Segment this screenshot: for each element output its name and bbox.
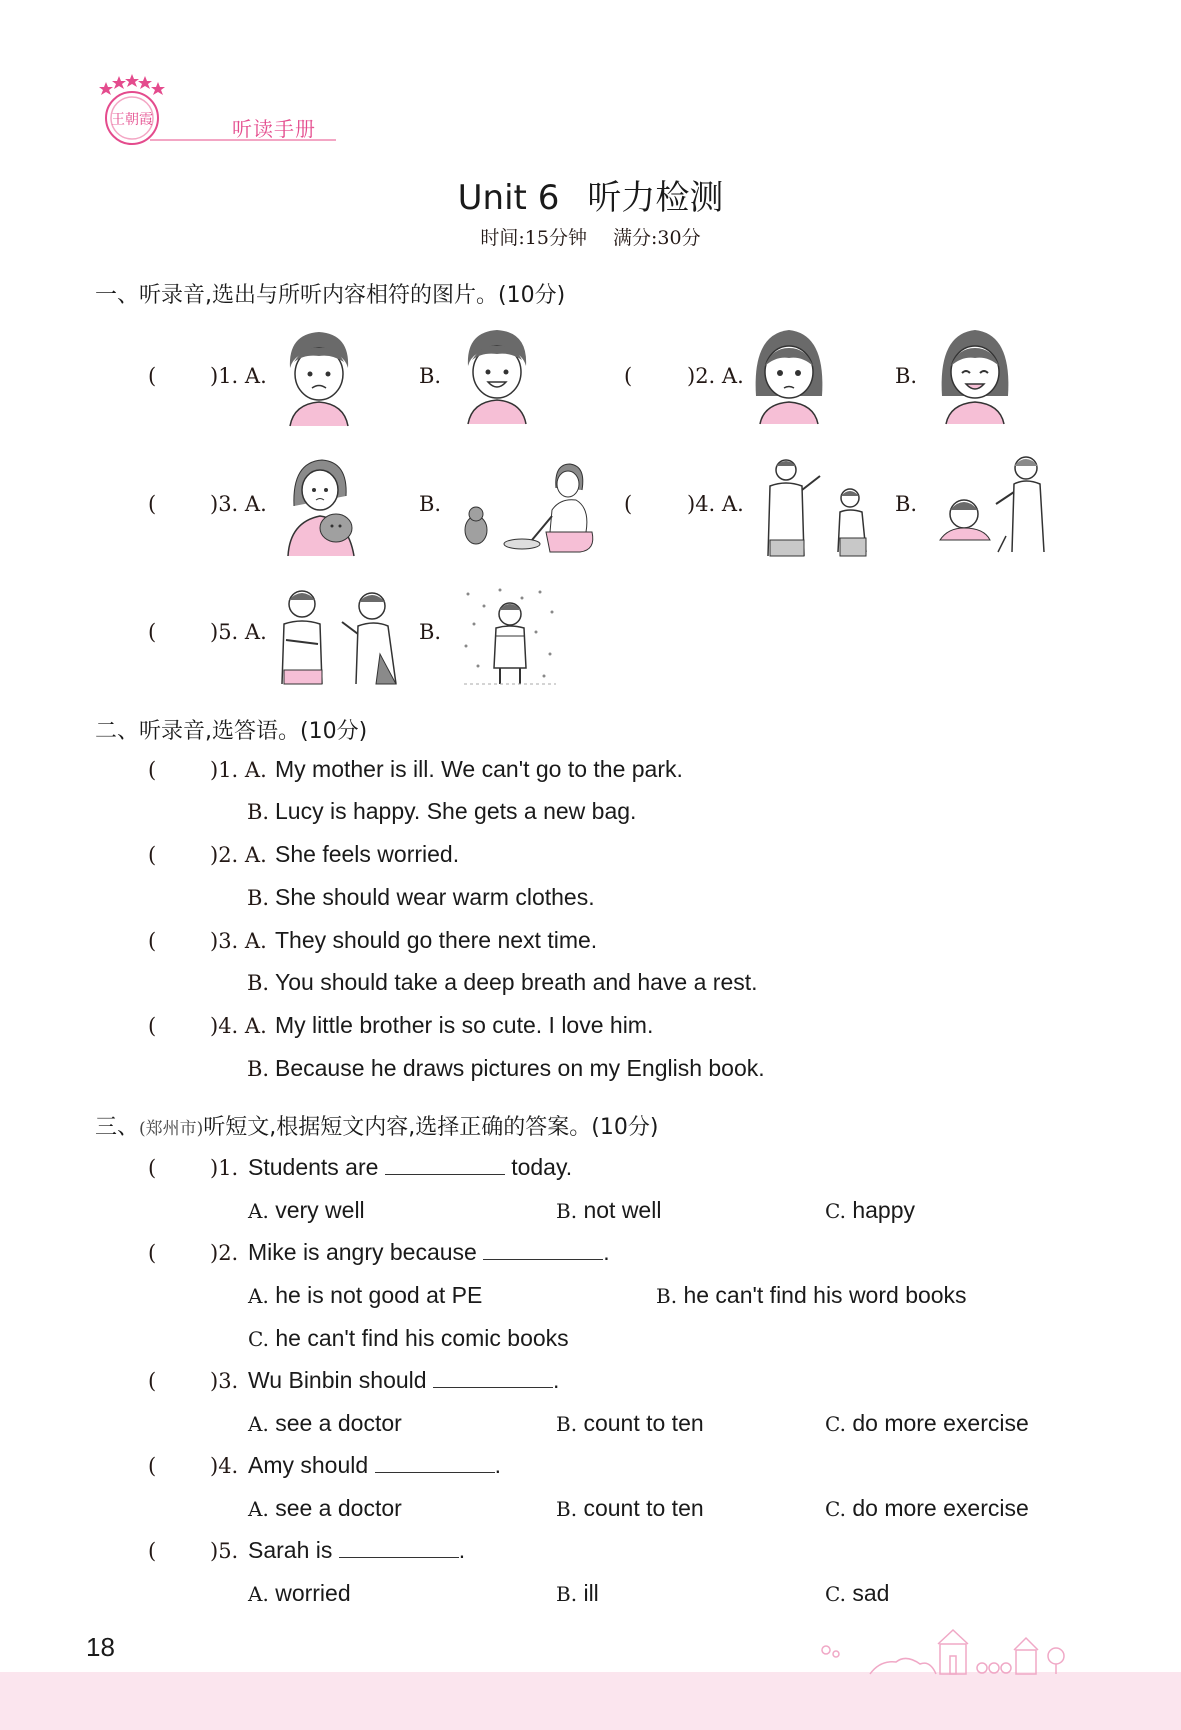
header-label: 听读手册	[232, 117, 316, 141]
boy-sad-face-icon[interactable]	[284, 328, 354, 428]
s2-q3-letter-b: B.	[247, 971, 270, 995]
town-decoration-icon	[810, 1620, 1070, 1676]
s3-q2-stem: Mike is angry because .	[248, 1239, 610, 1265]
s3-q3-option-a: A. see a doctor	[248, 1410, 402, 1436]
s3-q2-option-c: C. he can't find his comic books	[248, 1325, 569, 1351]
answer-blank[interactable]	[483, 1240, 603, 1260]
s3-q1-stem: Students are today.	[248, 1154, 573, 1180]
q2-option-b: B.	[895, 364, 918, 388]
test-info	[0, 223, 1181, 250]
section2-heading: 二、听录音,选答语。(10分)	[95, 719, 368, 744]
s2-q3-number: )3. A.	[210, 929, 267, 953]
answer-paren[interactable]: (	[624, 492, 633, 516]
s3-q1-option-c: C. happy	[825, 1197, 916, 1223]
s2-q4-option-a: My little brother is so cute. I love him.	[275, 1012, 654, 1038]
answer-paren[interactable]: (	[148, 1454, 157, 1478]
girl-feeding-cat-icon[interactable]	[460, 460, 600, 556]
time-limit: 时间:15分钟	[480, 227, 587, 249]
answer-paren[interactable]: (	[624, 364, 633, 388]
q5-option-b: B.	[419, 620, 442, 644]
s3-q1-option-a: A. very well	[248, 1197, 365, 1223]
s3-q4-option-b: B. count to ten	[556, 1495, 704, 1521]
answer-blank[interactable]	[433, 1368, 553, 1388]
s3-q3-number: )3.	[210, 1369, 239, 1393]
answer-paren[interactable]: (	[148, 492, 157, 516]
answer-paren[interactable]: (	[148, 843, 157, 867]
brand-crown-logo-icon	[92, 70, 172, 150]
full-score: 满分:30分	[613, 227, 701, 249]
s3-q4-stem: Amy should .	[248, 1452, 501, 1478]
s2-q1-option-b: Lucy is happy. She gets a new bag.	[275, 798, 637, 824]
q3-number: )3. A.	[210, 492, 267, 516]
q2-number: )2. A.	[687, 364, 744, 388]
section3-title: 听短文,根据短文内容,选择正确的答案。(10分)	[203, 1115, 659, 1140]
answer-paren[interactable]: (	[148, 620, 157, 644]
q4-number: )4. A.	[687, 492, 744, 516]
two-boys-arguing-icon[interactable]	[276, 584, 414, 688]
father-scolding-boy-icon[interactable]	[756, 456, 882, 560]
answer-paren[interactable]: (	[148, 364, 157, 388]
s3-q4-option-c: C. do more exercise	[825, 1495, 1029, 1521]
footer-band	[0, 1672, 1181, 1730]
q4-option-b: B.	[895, 492, 918, 516]
section1-heading: 一、听录音,选出与所听内容相符的图片。(10分)	[95, 283, 566, 308]
q1-option-b: B.	[419, 364, 442, 388]
s3-q1-number: )1.	[210, 1156, 239, 1180]
s3-q3-option-b: B. count to ten	[556, 1410, 704, 1436]
boy-cold-in-snow-icon[interactable]	[460, 584, 560, 688]
girl-hugging-dog-icon[interactable]	[284, 456, 364, 560]
s3-q5-number: )5.	[210, 1539, 239, 1563]
s2-q2-option-b: She should wear warm clothes.	[275, 884, 595, 910]
answer-paren[interactable]: (	[148, 1369, 157, 1393]
answer-paren[interactable]: (	[148, 1241, 157, 1265]
q5-number: )5. A.	[210, 620, 267, 644]
s3-q2-option-a: A. he is not good at PE	[248, 1282, 483, 1308]
s3-q2-option-b: B. he can't find his word books	[656, 1282, 967, 1308]
s2-q2-option-a: She feels worried.	[275, 841, 460, 867]
s2-q4-letter-b: B.	[247, 1057, 270, 1081]
s2-q2-letter-b: B.	[247, 886, 270, 910]
test-name: 听力检测	[587, 178, 724, 218]
s3-q3-stem: Wu Binbin should .	[248, 1367, 560, 1393]
s2-q2-number: )2. A.	[210, 843, 267, 867]
s3-q5-option-b: B. ill	[556, 1580, 599, 1606]
mother-and-crying-boy-icon[interactable]	[938, 452, 1058, 556]
s2-q1-letter-b: B.	[247, 800, 270, 824]
page-number: 18	[86, 1632, 115, 1662]
s3-q5-option-c: C. sad	[825, 1580, 890, 1606]
s2-q1-option-a: My mother is ill. We can't go to the park.	[275, 756, 683, 782]
section3-source: (郑州市)	[139, 1119, 204, 1139]
s3-q3-option-c: C. do more exercise	[825, 1410, 1029, 1436]
svg-text:王朝霞: 王朝霞	[111, 112, 153, 128]
answer-blank[interactable]	[375, 1453, 495, 1473]
s3-q5-stem: Sarah is .	[248, 1537, 466, 1563]
s3-q4-option-a: A. see a doctor	[248, 1495, 402, 1521]
s3-q4-number: )4.	[210, 1454, 239, 1478]
s2-q4-option-b: Because he draws pictures on my English book.	[275, 1055, 765, 1081]
answer-paren[interactable]: (	[148, 1014, 157, 1038]
answer-paren[interactable]: (	[148, 1156, 157, 1180]
section3-heading	[95, 1110, 658, 1141]
answer-paren[interactable]: (	[148, 929, 157, 953]
s2-q4-number: )4. A.	[210, 1014, 267, 1038]
q3-option-b: B.	[419, 492, 442, 516]
girl-worried-face-icon[interactable]	[752, 326, 826, 426]
page-title	[0, 170, 1181, 219]
s2-q1-number: )1. A.	[210, 758, 267, 782]
boy-happy-face-icon[interactable]	[462, 326, 532, 426]
answer-paren[interactable]: (	[148, 758, 157, 782]
girl-happy-face-icon[interactable]	[938, 326, 1012, 426]
s2-q3-option-b: You should take a deep breath and have a rest.	[275, 969, 758, 995]
s3-q5-option-a: A. worried	[248, 1580, 351, 1606]
s3-q2-number: )2.	[210, 1241, 239, 1265]
unit-label: Unit 6	[457, 178, 560, 218]
q1-number: )1. A.	[210, 364, 267, 388]
section3-prefix: 三、	[95, 1115, 140, 1140]
answer-blank[interactable]	[385, 1155, 505, 1175]
answer-blank[interactable]	[339, 1538, 459, 1558]
s3-q1-option-b: B. not well	[556, 1197, 662, 1223]
answer-paren[interactable]: (	[148, 1539, 157, 1563]
s2-q3-option-a: They should go there next time.	[275, 927, 598, 953]
